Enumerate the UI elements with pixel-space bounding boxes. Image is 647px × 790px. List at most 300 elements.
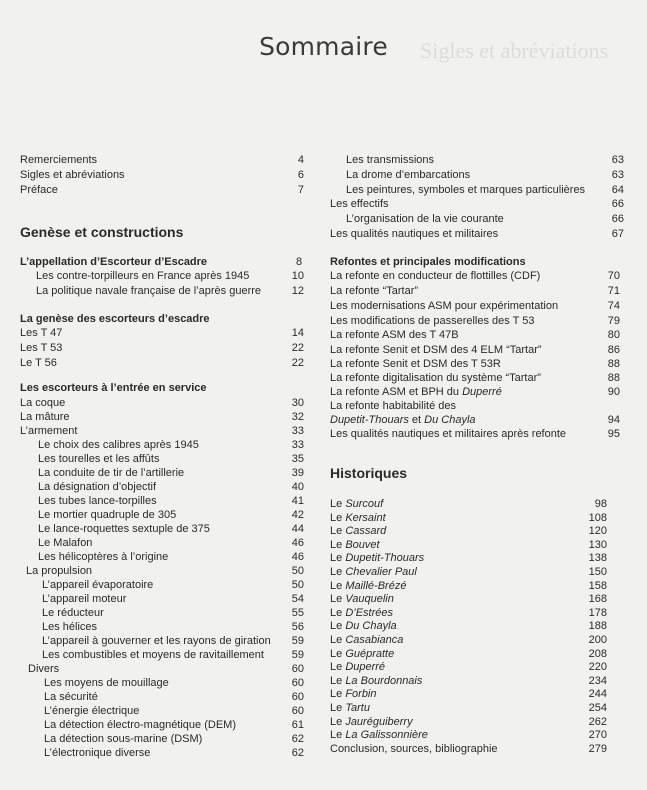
toc-entry-page: 168: [588, 593, 607, 606]
ship-name: D’Estrées: [345, 606, 393, 619]
toc-entry[interactable]: [330, 372, 620, 385]
toc-entry[interactable]: [330, 675, 607, 688]
toc-entry-prefix: Le: [330, 498, 343, 510]
toc-entry-text: Le T 56: [20, 357, 57, 369]
toc-entry[interactable]: [44, 733, 304, 746]
toc-entry-page: 7: [297, 184, 304, 196]
toc-entry-text: La mâture: [20, 411, 70, 423]
toc-entry-page: 270: [588, 729, 607, 742]
toc-entry-label: [38, 523, 210, 536]
toc-entry[interactable]: [38, 523, 304, 536]
toc-entry-label: [42, 649, 264, 662]
toc-entry[interactable]: [42, 593, 304, 606]
toc-entry-page: 66: [611, 213, 624, 225]
toc-entry-text: La politique navale française de l’après guerre: [36, 285, 262, 297]
toc-entry[interactable]: [330, 648, 607, 661]
toc-entry-page: 59: [291, 649, 304, 661]
toc-entry[interactable]: [20, 397, 304, 410]
toc-entry-prefix: Le: [330, 538, 343, 551]
toc-entry-page: 63: [611, 154, 624, 166]
toc-entry-page: 60: [291, 705, 304, 717]
toc-entry-label: [330, 198, 389, 211]
toc-entry[interactable]: [330, 729, 607, 742]
toc-entry[interactable]: [20, 154, 304, 167]
toc-entry[interactable]: [20, 184, 304, 197]
ship-name: Maillé-Brézé: [345, 579, 407, 592]
group-heading: Refontes et principales modifications: [330, 256, 526, 268]
toc-entry[interactable]: [44, 691, 304, 704]
toc-entry-page: 40: [291, 481, 304, 493]
toc-entry-page: 22: [291, 342, 304, 354]
toc-entry-text: Le Malafon: [38, 537, 93, 549]
toc-entry[interactable]: [44, 677, 304, 690]
toc-entry[interactable]: [42, 621, 304, 634]
ship-name: Forbin: [345, 688, 377, 701]
toc-entry[interactable]: [38, 537, 304, 550]
toc-entry-text: Les transmissions: [346, 154, 435, 166]
toc-entry-page: 79: [607, 315, 620, 327]
toc-entry-label: [330, 512, 386, 525]
toc-entry[interactable]: [20, 342, 304, 355]
toc-entry[interactable]: [330, 539, 607, 552]
toc-entry-text: La propulsion: [26, 565, 93, 577]
toc-entry-text: Divers: [28, 663, 60, 675]
toc-entry-page: 64: [611, 184, 624, 196]
toc-entry-conjunction: et: [408, 414, 425, 426]
toc-entry-label: [330, 729, 428, 742]
toc-entry[interactable]: [44, 705, 304, 718]
toc-entry-text: L’électronique diverse: [44, 747, 151, 759]
toc-entry[interactable]: [330, 285, 620, 298]
toc-entry-text: La refonte ASM et BPH du: [330, 386, 460, 398]
toc-entry[interactable]: [38, 467, 304, 480]
toc-entry-text: La refonte en conducteur de flottilles (CDF): [330, 270, 541, 282]
toc-entry-text: La sécurité: [44, 691, 98, 703]
toc-entry-label: [346, 169, 470, 182]
ship-name: Duperré: [462, 386, 502, 398]
toc-entry[interactable]: [20, 169, 304, 182]
toc-entry[interactable]: [330, 358, 620, 371]
toc-entry-page: 158: [588, 579, 607, 592]
bleed-through-text: Sigles et abréviations: [420, 38, 609, 63]
toc-entry-page: 80: [607, 329, 620, 341]
toc-entry[interactable]: [330, 400, 620, 413]
toc-entry-prefix: Le: [330, 647, 343, 660]
toc-entry-page: 220: [588, 661, 607, 674]
toc-entry-label: [330, 300, 558, 313]
toc-entry-text: L’énergie électrique: [44, 705, 140, 717]
toc-entry-text: L’organisation de la vie courante: [346, 213, 504, 225]
toc-entry-page: 88: [607, 358, 620, 370]
toc-entry-page: 70: [607, 270, 620, 282]
toc-entry-label: [20, 397, 65, 410]
toc-entry-text: Les contre-torpilleurs en France après 1945: [36, 270, 250, 282]
toc-entry-page: 46: [291, 551, 304, 563]
toc-entry-label: [330, 358, 501, 371]
toc-entry[interactable]: [38, 509, 304, 522]
toc-entry-page: 95: [607, 428, 620, 440]
toc-entry-prefix: Le: [330, 620, 343, 633]
toc-entry-page: 86: [607, 344, 620, 356]
toc-entry[interactable]: [42, 649, 304, 662]
toc-entry[interactable]: [38, 481, 304, 494]
toc-entry-page: 88: [607, 372, 620, 384]
toc-entry[interactable]: [330, 566, 607, 579]
toc-entry-label: [44, 719, 236, 732]
ship-name: Kersaint: [345, 511, 386, 524]
toc-entry-page: 50: [291, 565, 304, 577]
toc-entry-text: Les T 53: [20, 342, 63, 354]
ship-name: Surcouf: [345, 498, 384, 510]
toc-entry-prefix: Le: [330, 715, 343, 728]
toc-entry-page: 208: [588, 647, 607, 660]
toc-entry[interactable]: [330, 525, 607, 538]
toc-entry-text: Les effectifs: [330, 198, 389, 210]
toc-entry-label: [42, 579, 153, 592]
ship-name: Du Chayla: [345, 620, 397, 633]
toc-entry-page: 33: [291, 439, 304, 451]
toc-entry-text: La refonte ASM des T 47B: [330, 329, 459, 341]
toc-entry-label: [26, 565, 92, 578]
toc-entry-page: 74: [607, 300, 620, 312]
toc-entry[interactable]: [330, 300, 620, 313]
toc-entry-page: 71: [607, 285, 620, 297]
toc-entry-label: [330, 716, 413, 729]
toc-entry-text: La refonte “Tartar”: [330, 285, 419, 297]
toc-entry-text: Sigles et abréviations: [20, 169, 125, 181]
toc-entry[interactable]: [42, 635, 304, 648]
toc-entry[interactable]: [330, 386, 620, 399]
toc-entry-page: 262: [588, 715, 607, 728]
toc-entry-page: 14: [291, 327, 304, 339]
toc-entry-text: Les moyens de mouillage: [44, 677, 169, 689]
toc-entry-page: 10: [291, 270, 304, 282]
ship-name: Duperré: [345, 661, 386, 674]
toc-entry[interactable]: [330, 228, 624, 241]
ship-name: Jauréguiberry: [345, 715, 413, 728]
ship-name: Chevalier Paul: [345, 566, 417, 578]
toc-entry-label: [330, 566, 417, 579]
toc-entry-text: Les combustibles et moyens de ravitaillement: [42, 649, 264, 661]
ship-name: Bouvet: [345, 538, 380, 551]
toc-entry-label: [42, 593, 126, 606]
toc-entry-page: 279: [588, 742, 607, 755]
toc-entry[interactable]: [330, 580, 607, 593]
toc-entry-text: L’armement: [20, 425, 78, 437]
toc-entry-page: 12: [291, 285, 304, 297]
toc-entry[interactable]: [330, 593, 607, 606]
toc-entry-label: [330, 372, 541, 385]
toc-entry-label: [330, 270, 540, 283]
toc-entry-label: [20, 425, 77, 438]
toc-entry-page: 42: [291, 509, 304, 521]
toc-entry-label: [38, 509, 176, 522]
toc-entry-prefix: Le: [330, 634, 343, 646]
toc-entry-page: 44: [291, 523, 304, 535]
toc-entry[interactable]: [36, 285, 304, 298]
ship-name: Dupetit-Thouars: [345, 552, 425, 565]
toc-entry-label: [20, 357, 57, 370]
toc-entry[interactable]: [20, 327, 304, 340]
toc-entry-text: La détection sous-marine (DSM): [44, 733, 203, 745]
toc-entry[interactable]: [38, 453, 304, 466]
toc-entry-label: [346, 213, 504, 226]
toc-entry-label: [44, 677, 169, 690]
toc-entry[interactable]: [330, 414, 620, 427]
ship-name: Cassard: [345, 525, 387, 538]
toc-entry-label: [330, 743, 498, 756]
toc-entry-label: [330, 400, 456, 413]
toc-entry-prefix: Le: [330, 579, 343, 592]
toc-entry[interactable]: [20, 425, 304, 438]
toc-entry-page: 98: [594, 498, 607, 510]
toc-entry-label: [20, 154, 97, 167]
toc-entry-page: 200: [588, 634, 607, 646]
toc-entry-prefix: Le: [330, 593, 343, 606]
toc-entry-text: Conclusion, sources, bibliographie: [330, 742, 498, 755]
toc-entry-text: Les tourelles et les affûts: [38, 453, 160, 465]
toc-entry[interactable]: [346, 154, 624, 167]
group-heading: Les escorteurs à l’entrée en service: [20, 382, 207, 394]
toc-entry-text: La détection électro-magnétique (DEM): [44, 719, 236, 731]
toc-entry-page: 35: [291, 453, 304, 465]
ship-name: Guépratte: [345, 647, 395, 660]
toc-entry-page: 59: [291, 635, 304, 647]
ship-name: Tartu: [345, 702, 370, 714]
toc-entry-text: La refonte digitalisation du système “Tartar”: [330, 372, 541, 384]
group-heading: L’appellation d’Escorteur d’Escadre: [20, 256, 208, 268]
toc-entry-page: 150: [588, 566, 607, 578]
ship-name: La Bourdonnais: [345, 674, 423, 687]
toc-entry[interactable]: [330, 344, 620, 357]
ship-name: La Galissonnière: [345, 729, 428, 742]
toc-entry-label: [330, 620, 397, 633]
toc-entry-label: [330, 498, 383, 511]
toc-entry-label: [42, 635, 271, 648]
toc-entry-label: [330, 552, 424, 565]
toc-entry-label: [330, 428, 566, 441]
toc-entry[interactable]: [346, 213, 624, 226]
toc-entry-page: 61: [291, 719, 304, 731]
toc-entry-text: La conduite de tir de l’artillerie: [38, 467, 185, 479]
toc-entry[interactable]: [20, 357, 304, 370]
toc-entry-page: 62: [291, 747, 304, 759]
toc-entry-label: [330, 414, 476, 427]
toc-entry-label: [330, 593, 394, 606]
toc-entry-page: 50: [291, 579, 304, 591]
toc-entry-page: 39: [291, 467, 304, 479]
toc-entry[interactable]: [330, 498, 607, 511]
toc-entry[interactable]: [330, 688, 607, 701]
toc-entry-page: 41: [291, 495, 304, 507]
toc-entry-page: 33: [291, 425, 304, 437]
toc-entry[interactable]: [26, 565, 304, 578]
toc-entry-label: [330, 539, 380, 552]
toc-entry-label: [36, 270, 249, 283]
toc-entry-label: [44, 691, 98, 704]
toc-entry-label: [44, 747, 150, 760]
toc-entry[interactable]: [330, 512, 607, 525]
toc-entry-page: 178: [588, 606, 607, 619]
toc-entry-page: 22: [291, 357, 304, 369]
toc-entry-label: [346, 184, 585, 197]
toc-entry-text: La refonte Senit et DSM des 4 ELM “Tartar”: [330, 344, 542, 356]
toc-entry-label: [346, 154, 434, 167]
toc-entry-text: Les qualités nautiques et militaires après refonte: [330, 428, 567, 440]
toc-entry-prefix: Le: [330, 566, 343, 578]
toc-entry-text: Les hélicoptères à l’origine: [38, 551, 169, 563]
toc-entry[interactable]: [42, 607, 304, 620]
toc-entry[interactable]: [330, 607, 607, 620]
toc-entry-label: [42, 607, 104, 620]
group-heading: La genèse des escorteurs d’escadre: [20, 313, 210, 325]
toc-entry-prefix: Le: [330, 674, 343, 687]
toc-entry-text: Le lance-roquettes sextuple de 375: [38, 523, 210, 535]
toc-entry-prefix: Le: [330, 702, 343, 714]
toc-entry-text: Les T 47: [20, 327, 63, 339]
toc-entry-text: Les hélices: [42, 621, 98, 633]
toc-entry-prefix: Le: [330, 729, 343, 742]
toc-entry-page: 62: [291, 733, 304, 745]
toc-entry-prefix: Le: [330, 552, 343, 565]
toc-entry-prefix: Le: [330, 661, 343, 674]
toc-entry-label: [330, 688, 377, 701]
toc-entry-text: Le réducteur: [42, 607, 104, 619]
toc-entry[interactable]: [330, 702, 607, 715]
toc-entry-label: [20, 342, 62, 355]
group-heading-page: 8: [296, 256, 303, 268]
toc-entry[interactable]: [330, 716, 607, 729]
toc-entry[interactable]: [38, 495, 304, 508]
toc-entry-page: 56: [291, 621, 304, 633]
page-title: Sommaire: [259, 32, 388, 61]
toc-entry-label: [330, 386, 502, 399]
toc-entry-label: [38, 453, 159, 466]
toc-entry-text: Le mortier quadruple de 305: [38, 509, 177, 521]
toc-entry-text: L’appareil à gouverner et les rayons de giration: [42, 635, 271, 647]
toc-entry-page: 66: [611, 198, 624, 210]
toc-entry-text: Remerciements: [20, 154, 98, 166]
toc-entry-page: 30: [291, 397, 304, 409]
toc-entry-text: Les modernisations ASM pour expérimentation: [330, 300, 559, 312]
toc-entry[interactable]: [44, 719, 304, 732]
toc-entry[interactable]: [28, 663, 304, 676]
toc-entry-text: L’appareil moteur: [42, 593, 127, 605]
toc-entry-text: La désignation d’objectif: [38, 481, 157, 493]
toc-entry-page: 6: [297, 169, 304, 181]
toc-entry[interactable]: [330, 743, 607, 756]
toc-entry[interactable]: [38, 439, 304, 452]
toc-entry-label: [44, 705, 139, 718]
toc-entry-label: [330, 634, 403, 647]
toc-entry-label: [28, 663, 59, 676]
toc-entry-prefix: Le: [330, 688, 343, 701]
toc-entry-label: [330, 344, 542, 357]
toc-entry-label: [330, 228, 498, 241]
toc-entry-label: [38, 551, 168, 564]
toc-entry-label: [330, 580, 406, 593]
toc-entry-page: 46: [291, 537, 304, 549]
toc-entry-page: 94: [607, 414, 620, 426]
toc-entry-label: [20, 411, 70, 424]
toc-entry-label: [330, 675, 422, 688]
toc-entry-prefix: Le: [330, 606, 343, 619]
toc-entry[interactable]: [330, 661, 607, 674]
toc-entry[interactable]: [42, 579, 304, 592]
toc-entry-label: [38, 439, 199, 452]
toc-entry-text: L’appareil évaporatoire: [42, 579, 154, 591]
toc-entry-text: Les qualités nautiques et militaires: [330, 228, 499, 240]
toc-entry[interactable]: [330, 620, 607, 633]
toc-entry-label: [38, 481, 156, 494]
toc-entry-text: Les peintures, symboles et marques particulières: [346, 184, 586, 196]
toc-entry-text: Les modifications de passerelles des T 53: [330, 315, 535, 327]
section-title: Genèse et constructions: [20, 224, 184, 240]
toc-entry-page: 63: [611, 169, 624, 181]
toc-entry-page: 54: [291, 593, 304, 605]
toc-entry-label: [20, 184, 58, 197]
toc-entry-page: 108: [588, 511, 607, 524]
ship-name: Du Chayla: [424, 414, 476, 426]
ship-name: Vauquelin: [345, 593, 394, 606]
toc-entry-label: [330, 315, 534, 328]
toc-entry[interactable]: [36, 270, 304, 283]
toc-entry-page: 130: [588, 538, 607, 551]
toc-entry-prefix: Le: [330, 511, 343, 524]
toc-entry-label: [20, 327, 62, 340]
toc-entry-label: [330, 607, 393, 620]
toc-entry-label: [20, 169, 125, 182]
toc-entry-label: [330, 329, 459, 342]
toc-entry-page: 60: [291, 663, 304, 675]
toc-entry[interactable]: [346, 169, 624, 182]
toc-entry[interactable]: [330, 315, 620, 328]
toc-entry-page: 254: [588, 702, 607, 714]
toc-entry[interactable]: [330, 198, 624, 211]
toc-entry-label: [330, 648, 394, 661]
toc-entry-page: 120: [588, 525, 607, 538]
toc-entry[interactable]: [20, 411, 304, 424]
toc-entry-label: [42, 621, 97, 634]
toc-entry-text: La refonte habitabilité des: [330, 400, 456, 412]
toc-entry-page: 234: [588, 674, 607, 687]
toc-entry-label: [36, 285, 261, 298]
toc-entry-label: [330, 702, 370, 715]
toc-entry-text: La coque: [20, 397, 66, 409]
toc-entry-label: [44, 733, 202, 746]
toc-entry[interactable]: [330, 552, 607, 565]
group-heading: Historiques: [330, 465, 408, 481]
toc-entry-label: [330, 285, 418, 298]
toc-entry-prefix: Le: [330, 525, 343, 538]
toc-entry-page: 60: [291, 691, 304, 703]
toc-entry[interactable]: [38, 551, 304, 564]
toc-entry-page: 90: [607, 386, 620, 398]
toc-entry-page: 55: [291, 607, 304, 619]
toc-entry-page: 67: [611, 228, 624, 240]
ship-name: Casabianca: [345, 634, 404, 646]
toc-entry-label: [330, 525, 386, 538]
toc-entry[interactable]: [330, 270, 620, 283]
toc-entry[interactable]: [44, 747, 304, 760]
toc-entry[interactable]: [330, 428, 620, 441]
toc-entry[interactable]: [346, 184, 624, 197]
toc-entry[interactable]: [330, 329, 620, 342]
toc-entry-text: La drome d’embarcations: [346, 169, 471, 181]
toc-entry-page: 188: [588, 620, 607, 633]
toc-entry[interactable]: [330, 634, 607, 647]
toc-entry-page: 138: [588, 552, 607, 565]
